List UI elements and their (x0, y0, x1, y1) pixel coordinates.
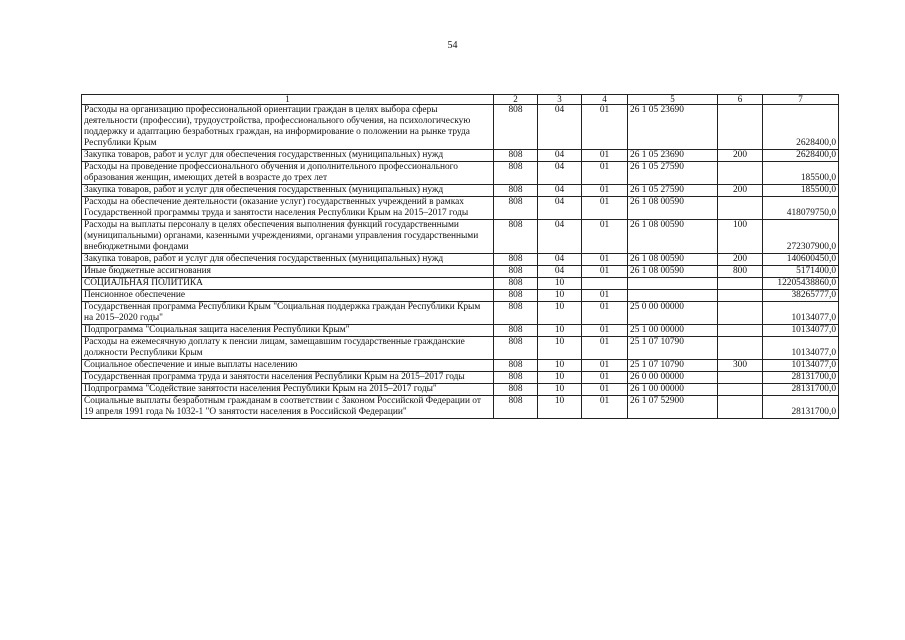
expense-type-cell (718, 302, 763, 325)
row-name-cell: Государственная программа труда и занятости населения Республики Крым на 2015–2017 годы (82, 372, 494, 384)
gr-code-cell: 808 (494, 278, 538, 290)
table-row (82, 384, 839, 396)
row-name-cell: Подпрограмма "Социальная защита населения Республики Крым" (82, 325, 494, 337)
amount-cell: 185500,0 (763, 162, 839, 185)
subsection-code-cell: 01 (582, 302, 628, 325)
subsection-code-cell: 01 (582, 266, 628, 278)
gr-code-cell: 808 (494, 185, 538, 197)
gr-code-cell: 808 (494, 290, 538, 302)
expense-type-cell (718, 162, 763, 185)
table-row (82, 372, 839, 384)
target-article-cell: 26 1 05 27590 (628, 185, 718, 197)
subsection-code-cell: 01 (582, 290, 628, 302)
amount-cell: 272307900,0 (763, 220, 839, 254)
subsection-code-cell (582, 278, 628, 290)
amount-cell: 38265777,0 (763, 290, 839, 302)
section-code-cell: 04 (538, 254, 582, 266)
header-cell: 1 (82, 95, 494, 105)
subsection-code-cell: 01 (582, 337, 628, 360)
row-name-cell: Расходы на проведение профессионального обучения и дополнительного профессионального образования женщин, имеющих детей в возрасте до трех лет (82, 162, 494, 185)
expense-type-cell: 100 (718, 220, 763, 254)
expense-type-cell: 200 (718, 150, 763, 162)
table-row (82, 396, 839, 419)
table-row (82, 105, 839, 150)
gr-code-cell: 808 (494, 266, 538, 278)
section-code-cell: 10 (538, 384, 582, 396)
table-row (82, 278, 839, 290)
table-row (82, 325, 839, 337)
section-code-cell: 04 (538, 162, 582, 185)
amount-cell: 28131700,0 (763, 372, 839, 384)
subsection-code-cell: 01 (582, 185, 628, 197)
header-cell: 6 (718, 95, 763, 105)
amount-cell: 140600450,0 (763, 254, 839, 266)
section-code-cell: 04 (538, 197, 582, 220)
section-code-cell: 04 (538, 220, 582, 254)
gr-code-cell: 808 (494, 150, 538, 162)
gr-code-cell: 808 (494, 337, 538, 360)
amount-cell: 28131700,0 (763, 384, 839, 396)
amount-cell: 2628400,0 (763, 150, 839, 162)
subsection-code-cell: 01 (582, 384, 628, 396)
target-article-cell: 26 1 05 27590 (628, 162, 718, 185)
expense-type-cell: 300 (718, 360, 763, 372)
target-article-cell: 26 0 00 00000 (628, 372, 718, 384)
table-row (82, 290, 839, 302)
table-row (82, 266, 839, 278)
section-code-cell: 10 (538, 360, 582, 372)
row-name-cell: Пенсионное обеспечение (82, 290, 494, 302)
amount-cell: 5171400,0 (763, 266, 839, 278)
expense-type-cell (718, 372, 763, 384)
amount-cell: 12205438860,0 (763, 278, 839, 290)
header-cell: 3 (538, 95, 582, 105)
table-row (82, 254, 839, 266)
gr-code-cell: 808 (494, 220, 538, 254)
amount-cell: 418079750,0 (763, 197, 839, 220)
table-row (82, 360, 839, 372)
amount-cell: 10134077,0 (763, 360, 839, 372)
table-row (82, 337, 839, 360)
expense-type-cell (718, 396, 763, 419)
expense-type-cell: 200 (718, 185, 763, 197)
row-name-cell: Закупка товаров, работ и услуг для обеспечения государственных (муниципальных) нужд (82, 150, 494, 162)
amount-cell: 10134077,0 (763, 302, 839, 325)
target-article-cell (628, 290, 718, 302)
section-code-cell: 10 (538, 337, 582, 360)
section-code-cell: 10 (538, 302, 582, 325)
amount-cell: 2628400,0 (763, 105, 839, 150)
section-code-cell: 10 (538, 278, 582, 290)
subsection-code-cell: 01 (582, 325, 628, 337)
table-row (82, 220, 839, 254)
section-code-cell: 04 (538, 150, 582, 162)
table-row (82, 162, 839, 185)
gr-code-cell: 808 (494, 254, 538, 266)
header-cell: 7 (763, 95, 839, 105)
expense-type-cell (718, 105, 763, 150)
table-row (82, 197, 839, 220)
target-article-cell: 26 1 05 23690 (628, 150, 718, 162)
gr-code-cell: 808 (494, 162, 538, 185)
section-code-cell: 10 (538, 290, 582, 302)
row-name-cell: Расходы на ежемесячную доплату к пенсии лицам, замещавшим государственные гражданские должности Республики Крым (82, 337, 494, 360)
amount-cell: 10134077,0 (763, 325, 839, 337)
row-name-cell: Закупка товаров, работ и услуг для обеспечения государственных (муниципальных) нужд (82, 185, 494, 197)
section-code-cell: 10 (538, 372, 582, 384)
target-article-cell: 26 1 08 00590 (628, 197, 718, 220)
expense-type-cell: 200 (718, 254, 763, 266)
target-article-cell: 25 0 00 00000 (628, 302, 718, 325)
row-name-cell: Иные бюджетные ассигнования (82, 266, 494, 278)
subsection-code-cell: 01 (582, 150, 628, 162)
gr-code-cell: 808 (494, 396, 538, 419)
target-article-cell: 26 1 08 00590 (628, 266, 718, 278)
expense-type-cell (718, 337, 763, 360)
expense-type-cell (718, 325, 763, 337)
header-cell: 2 (494, 95, 538, 105)
subsection-code-cell: 01 (582, 396, 628, 419)
amount-cell: 10134077,0 (763, 337, 839, 360)
header-cell: 4 (582, 95, 628, 105)
expense-type-cell (718, 290, 763, 302)
gr-code-cell: 808 (494, 384, 538, 396)
header-row (82, 95, 839, 105)
target-article-cell: 25 1 07 10790 (628, 337, 718, 360)
page-number: 54 (447, 40, 458, 51)
gr-code-cell: 808 (494, 105, 538, 150)
section-code-cell: 10 (538, 396, 582, 419)
row-name-cell: СОЦИАЛЬНАЯ ПОЛИТИКА (82, 278, 494, 290)
target-article-cell: 25 1 00 00000 (628, 325, 718, 337)
target-article-cell: 26 1 05 23690 (628, 105, 718, 150)
row-name-cell: Социальные выплаты безработным гражданам в соответствии с Законом Российской Федерации от 19 апреля 1991 года № 1032-1 "О занятости населения в Российской Федерации" (82, 396, 494, 419)
row-name-cell: Расходы на организацию профессиональной ориентации граждан в целях выбора сферы деятельности (профессии), трудоустройства, профессионального обучения, на психологическую поддержку и адаптацию безработных граждан, на информирование о положении на рынке труда Республики Крым (82, 105, 494, 150)
subsection-code-cell: 01 (582, 197, 628, 220)
amount-cell: 28131700,0 (763, 396, 839, 419)
target-article-cell: 25 1 07 10790 (628, 360, 718, 372)
expense-type-cell: 800 (718, 266, 763, 278)
target-article-cell (628, 278, 718, 290)
row-name-cell: Расходы на обеспечение деятельности (оказание услуг) государственных учреждений в рамках Государственной программы труда и занятости населения Республики Крым на 2015–2017 годы (82, 197, 494, 220)
section-code-cell: 10 (538, 325, 582, 337)
table-row (82, 302, 839, 325)
gr-code-cell: 808 (494, 325, 538, 337)
subsection-code-cell: 01 (582, 254, 628, 266)
budget-table (81, 94, 839, 419)
subsection-code-cell: 01 (582, 220, 628, 254)
subsection-code-cell: 01 (582, 162, 628, 185)
subsection-code-cell: 01 (582, 105, 628, 150)
gr-code-cell: 808 (494, 360, 538, 372)
gr-code-cell: 808 (494, 197, 538, 220)
expense-type-cell (718, 278, 763, 290)
row-name-cell: Закупка товаров, работ и услуг для обеспечения государственных (муниципальных) нужд (82, 254, 494, 266)
target-article-cell: 26 1 07 52900 (628, 396, 718, 419)
table-row (82, 185, 839, 197)
target-article-cell: 26 1 08 00590 (628, 220, 718, 254)
gr-code-cell: 808 (494, 372, 538, 384)
amount-cell: 185500,0 (763, 185, 839, 197)
row-name-cell: Расходы на выплаты персоналу в целях обеспечения выполнения функций государственными (муниципальными) органами, казенными учреждениями, органами управления государственными внебюджетными фондами (82, 220, 494, 254)
subsection-code-cell: 01 (582, 372, 628, 384)
gr-code-cell: 808 (494, 302, 538, 325)
header-cell: 5 (628, 95, 718, 105)
target-article-cell: 26 1 00 00000 (628, 384, 718, 396)
target-article-cell: 26 1 08 00590 (628, 254, 718, 266)
expense-type-cell (718, 384, 763, 396)
section-code-cell: 04 (538, 105, 582, 150)
subsection-code-cell: 01 (582, 360, 628, 372)
row-name-cell: Подпрограмма "Содействие занятости населения Республики Крым на 2015–2017 годы" (82, 384, 494, 396)
row-name-cell: Социальное обеспечение и иные выплаты населению (82, 360, 494, 372)
section-code-cell: 04 (538, 185, 582, 197)
expense-type-cell (718, 197, 763, 220)
table-row (82, 150, 839, 162)
section-code-cell: 04 (538, 266, 582, 278)
row-name-cell: Государственная программа Республики Крым "Социальная поддержка граждан Республики Крым на 2015–2020 годы" (82, 302, 494, 325)
